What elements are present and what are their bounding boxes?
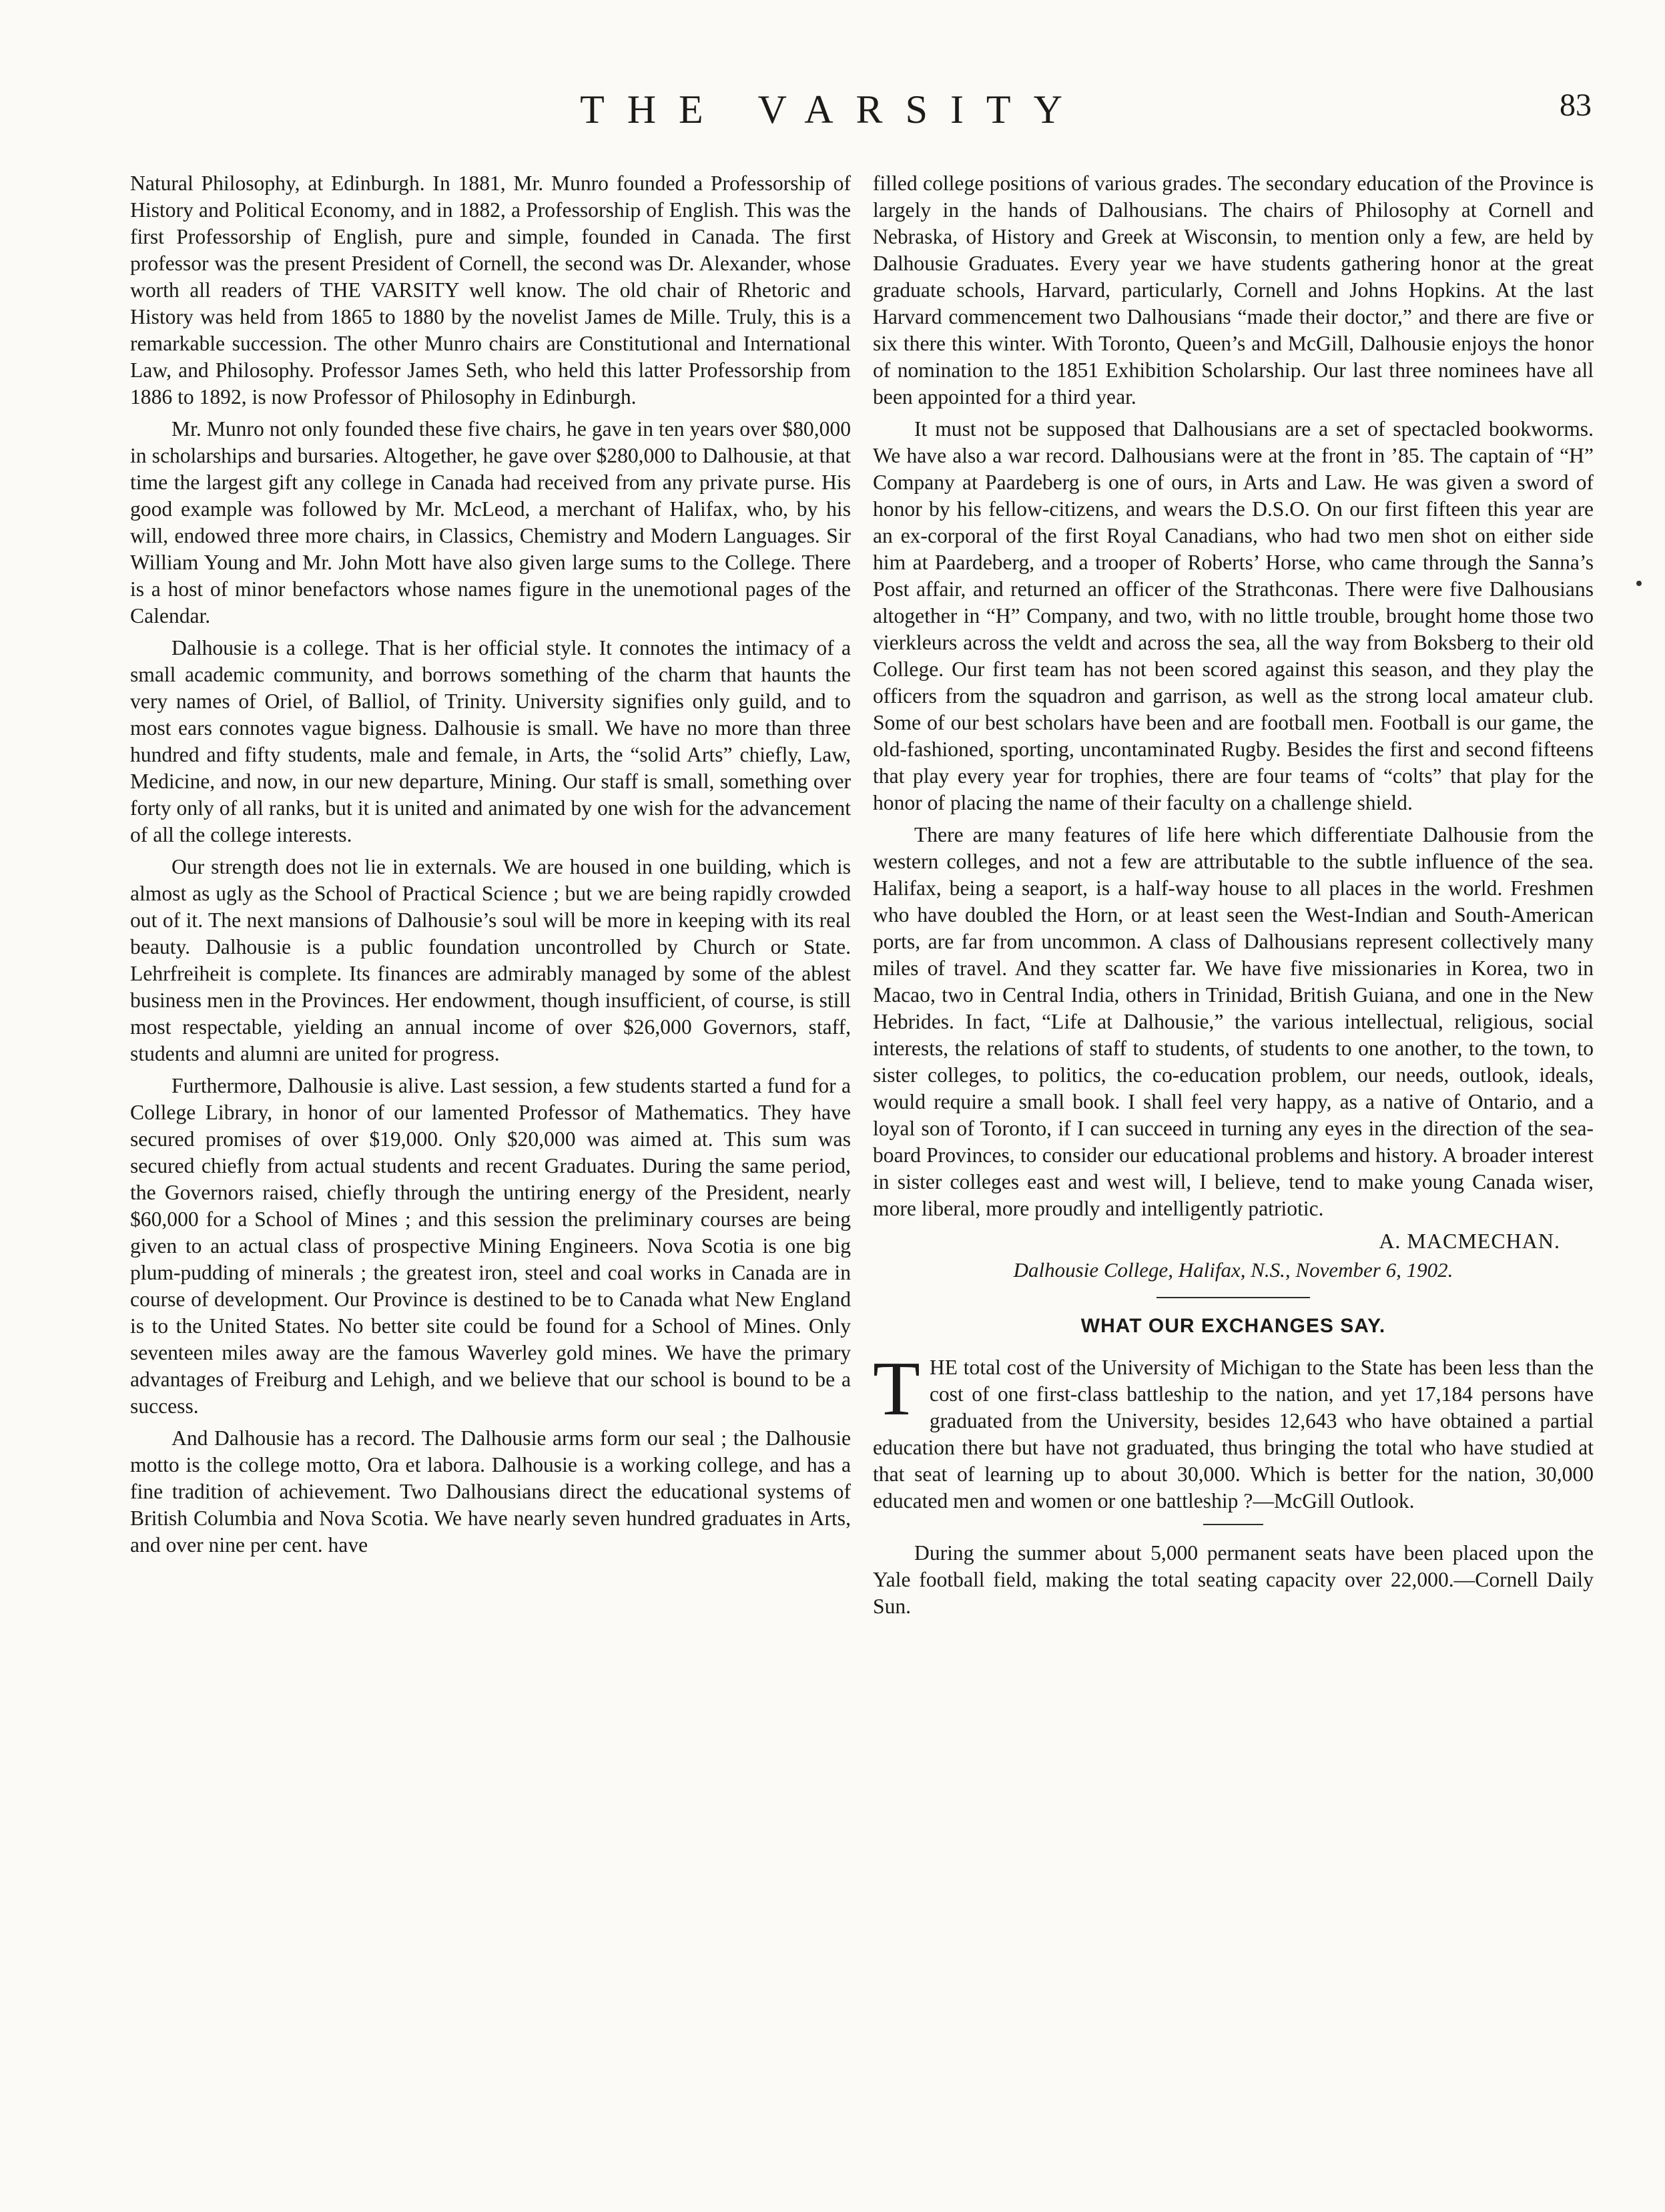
right-paragraph-3: There are many features of life here which differentiate Dalhousie from the western colleges, and not a few are attributable to the subtle influence of the sea. Halifax, being a seaport, is a half-way house to all places in the world. Freshmen who have doubled the Horn, or at least seen the West-Indian and South-American ports, are far from uncommon. A class of Dalhousians represent collectively many miles of travel. And they scatter far. We have five missionaries in Korea, two in Macao, two in Central India, others in Trinidad, British Guiana, and one in the New Hebrides. In fact, “Life at Dalhousie,” the various intellectual, religious, social interests, the relations of staff to students, of students to one another, to the town, to sister colleges, to politics, the co-education problem, our needs, outlook, ideals, would require a small book. I shall feel very happy, as a native of Ontario, and a loyal son of Toronto, if I can succeed in turning any eyes in the direction of the sea-board Provinces, to consider our educational problems and history. A broader interest in sister colleges east and west will, I believe, tend to make young Canada wiser, more liberal, more proudly and intelligently patriotic. [873, 823, 1594, 1220]
item-divider [1203, 1524, 1263, 1525]
right-paragraph-2: It must not be supposed that Dalhousians are a set of spectacled bookworms. We have also a war record. Dalhousians were at the front in ’85. The captain of “H” Company at Paardeberg is one of ours, in Arts and Law. He was given a sword of honor by his fellow-citizens, and wears the D.S.O. On our first fifteen this year are an ex-corporal of the first Royal Canadians, who had two men shot on either side him at Paardeberg, and a trooper of Roberts’ Horse, who came through the Sanna’s Post affair, and returned an officer of the Strathconas. There were five Dalhousians altogether in “H” Company, and two, with no little trouble, brought home those two vierkleurs across the veldt and across the sea, all the way from Boksberg to their old College. Our first team has not been scored against this season, and they play the officers from the squadron and garrison, as well as the strong local amateur club. Some of our best scholars have been and are football men. Football is our game, the old-fashioned, sporting, uncontaminated Rugby. Besides the first and second fifteens that play every year for trophies, there are four teams of “colts” that play for the honor of placing the name of their faculty on a challenge shield. [873, 417, 1594, 814]
right-paragraph-1: filled college positions of various grades. The secondary education of the Province is largely in the hands of Dalhousians. The chairs of Philosophy at Cornell and Nebraska, of History and Greek at Wisconsin, to mention only a few, are held by Dalhousie Graduates. Every year we have students gathering honor at the great graduate schools, Harvard, particularly, Cornell and Johns Hopkins. At the last Harvard commencement two Dalhousians “made their doctor,” and there are five or six there this winter. With Toronto, Queen’s and McGill, Dalhousie enjoys the honor of nomination to the 1851 Exhibition Scholarship. Our last three nominees have all been appointed for a third year. [873, 172, 1594, 408]
left-paragraph-3: Dalhousie is a college. That is her official style. It connotes the intimacy of a small academic community, and borrows something of the charm that haunts the very names of Oriel, of Balliol, of Trinity. University signifies only guild, and to most ears connotes vague bigness. Dalhousie is small. We have no more than three hundred and fifty students, male and female, in Arts, the “solid Arts” chiefly, Law, Medicine, and now, in our new departure, Mining. Our staff is small, something over forty only of all ranks, but it is united and animated by one wish for the advancement of all the college interests. [130, 636, 851, 846]
author-signature: A. MACMECHAN. [1379, 1229, 1560, 1253]
left-paragraph-4: Our strength does not lie in externals. We are housed in one building, which is almost as ugly as the School of Practical Science ; but we are being rapidly crowded out of it. The next mansions of Dalhousie’s soul will be more in keeping with its real beauty. Dalhousie is a public foundation uncontrolled by Church or State. Lehrfreiheit is complete. Its finances are admirably managed by some of the ablest business men in the Provinces. Her endowment, though insufficient, of course, is still most respectable, yielding an annual income of over $26,000 Governors, staff, students and alumni are united for progress. [130, 855, 851, 1065]
section-title: WHAT OUR EXCHANGES SAY. [1080, 1315, 1386, 1337]
left-paragraph-2: Mr. Munro not only founded these five chairs, he gave in ten years over $80,000 in scholarships and bursaries. Altogether, he gave over $280,000 to Dalhousie, at that time the largest gift any college in Canada had received from any private purse. His good example was followed by Mr. McLeod, a merchant of Halifax, who, by his will, endowed three more chairs, in Classics, Chemistry and Modern Languages. Sir William Young and Mr. John Mott have also given large sums to the College. There is a host of minor benefactors whose names figure in the unemotional pages of the Calendar. [130, 417, 851, 627]
masthead-title: THE VARSITY [580, 87, 1085, 131]
left-paragraph-1: Natural Philosophy, at Edinburgh. In 1881, Mr. Munro founded a Professorship of History and Political Economy, and in 1882, a Professorship of English. This was the first Professorship of English, pure and simple, founded in Canada. The first professor was the present President of Cornell, the second was Dr. Alexander, whose worth all readers of THE VARSITY well know. The old chair of Rhetoric and History was held from 1865 to 1880 by the novelist James de Mille. Truly, this is a remarkable succession. The other Munro chairs are Constitutional and International Law, and Philosophy. Professor James Seth, who held this latter Professorship from 1886 to 1892, is now Professor of Philosophy in Edinburgh. [130, 172, 851, 408]
section-divider [1156, 1297, 1310, 1298]
left-paragraph-5: Furthermore, Dalhousie is alive. Last session, a few students started a fund for a College Library, in honor of our lamented Professor of Mathematics. They have secured promises of over $19,000. Only $20,000 was aimed at. This sum was secured chiefly from actual students and recent Graduates. During the same period, the Governors raised, chiefly through the untiring energy of the President, nearly $60,000 for a School of Mines ; and this session the preliminary courses are being given to an actual class of prospective Mining Engineers. Nova Scotia is one big plum-pudding of minerals ; the greatest iron, steel and coal works in Canada are in course of development. Our Province is destined to be to Canada what New England is to the United States. No better site could be found for a School of Mines. Only seventeen miles away are the famous Waverley gold mines. We have the primary advantages of Freiburg and Lehigh, and we believe that our school is bound to be a success. [130, 1074, 851, 1418]
page-number: 83 [1560, 87, 1592, 123]
left-paragraph-6: And Dalhousie has a record. The Dalhousie arms form our seal ; the Dalhousie motto is the college motto, Ora et labora. Dalhousie is a working college, and has a fine tradition of achievement. Two Dalhousians direct the educational systems of British Columbia and Nova Scotia. We have nearly seven hundred graduates in Arts, and over nine per cent. have [130, 1426, 851, 1557]
page-header [0, 87, 1665, 140]
exchange-item-michigan [873, 1346, 1594, 1514]
exchange-item-michigan-text: HE total cost of the University of Michigan to the State has been less than the cost of one first-class battleship to the nation, and yet 17,184 persons have graduated from the University, besides 12,643 who have obtained a partial education there but have not graduated, thus bringing the total who have studied at that seat of learning up to about 30,000. Which is better for the nation, 30,000 educated men and women or one battleship ?—McGill Outlook. [873, 1356, 1594, 1512]
right-column [873, 170, 1594, 1625]
exchange-item-yale: During the summer about 5,000 permanent seats have been placed upon the Yale football field, making the total seating capacity over 22,000.—Cornell Daily Sun. [873, 1541, 1594, 1618]
print-speck [1636, 581, 1642, 586]
dateline: Dalhousie College, Halifax, N.S., November 6, 1902. [1013, 1258, 1453, 1282]
drop-cap-letter: T [873, 1346, 920, 1432]
left-column [130, 170, 851, 1564]
